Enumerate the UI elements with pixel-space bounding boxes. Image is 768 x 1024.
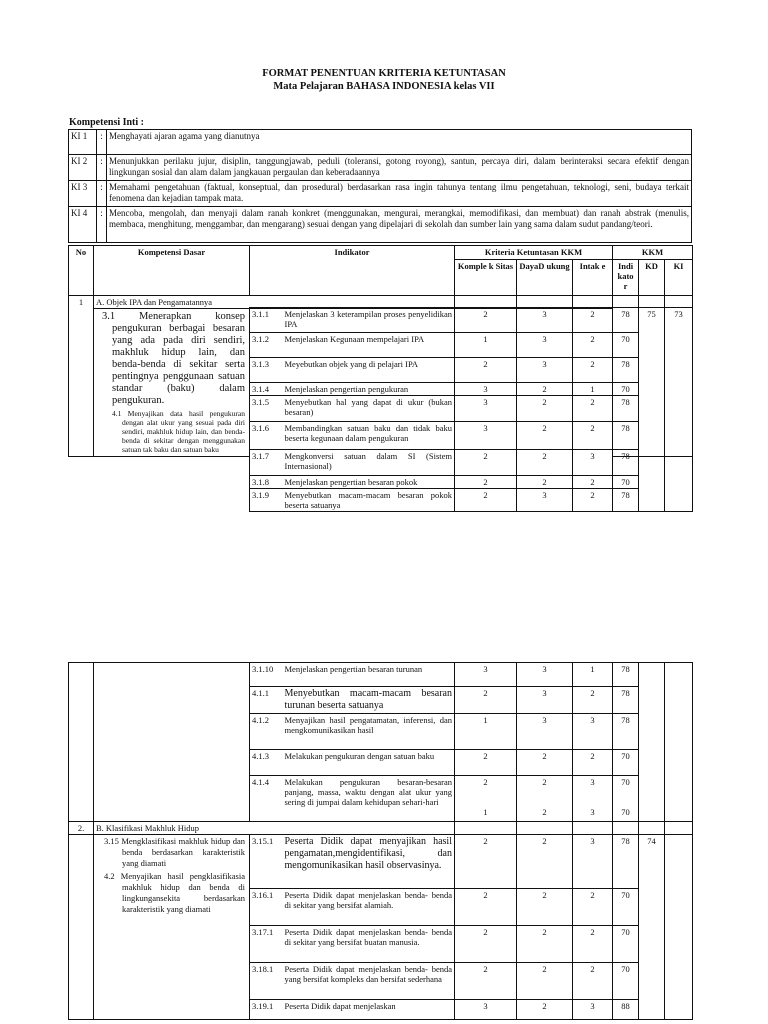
- table-row: [250, 422, 693, 450]
- indikator-kkm-value: 78: [613, 422, 639, 450]
- intake-value: 3: [573, 714, 613, 750]
- indikator-text: Peserta Didik dapat menjelaskan benda- benda yang bersifat kompleks dan bersifat sederhana: [283, 963, 455, 1000]
- daya-dukung-value: 3: [517, 333, 573, 358]
- indikator-text: Menyebutkan macam-macam besaran pokok beserta satuanya: [283, 489, 455, 512]
- intake-value: 3: [590, 777, 595, 787]
- indikator-code: 3.1.10: [250, 663, 283, 687]
- intake-value: 1: [573, 383, 613, 396]
- indikator-kkm-value: 70: [613, 476, 639, 489]
- kompleksitas-value: 1: [455, 714, 517, 750]
- intake-value: 2: [573, 687, 613, 714]
- indikator-table: [249, 307, 693, 512]
- ki-text: Mencoba, mengolah, dan menyaji dalam ranah konkret (menggunakan, mengurai, merangkai, memodifikasi, dan membuat) dan ranah abstrak (menulis, membaca, menghitung, menggambar, dan mengarang) sesuai dengan yang dipelajari di sekolah dan sumber lain yang sama dalam sudut pandang/teori.: [107, 207, 692, 243]
- daya-dukung-value: 3: [517, 687, 573, 714]
- kkm-table-page2: [68, 662, 693, 1020]
- empty-cell: [573, 822, 613, 835]
- kompleksitas-value: 2: [455, 926, 517, 963]
- indikator-kkm-value: 78: [613, 396, 639, 422]
- intake-value: 2: [573, 333, 613, 358]
- ki-row: [69, 155, 692, 181]
- indikator-code: 3.19.1: [250, 1000, 283, 1020]
- intake-value: 1: [573, 663, 613, 687]
- indikator-code: 4.1.4: [250, 776, 283, 822]
- kd-kkm-cell: [639, 663, 665, 822]
- ki-row: [69, 181, 692, 207]
- indikator-kkm-value: 70: [613, 333, 639, 358]
- kd-cell: [94, 835, 250, 1020]
- daya-dukung-value: 3: [517, 663, 573, 687]
- indikator-kkm-value: [613, 776, 639, 822]
- kd-text: 4.1 Menyajikan data hasil pengukuran dengan alat ukur yang sesuai pada diri sendiri, makhluk hidup lain, dan benda-benda di sekitar dengan menggunakan satuan tak baku dan satuan baku: [112, 409, 245, 454]
- indikator-text: Menyebutkan hal yang dapat di ukur (bukan besaran): [283, 396, 455, 422]
- kompleksitas-value: 3: [455, 422, 517, 450]
- ki-row: [69, 207, 692, 243]
- ki-separator: :: [97, 130, 107, 155]
- daya-dukung-value: 2: [517, 396, 573, 422]
- ki-kkm-cell: [665, 663, 693, 822]
- empty-cell: [613, 822, 639, 835]
- daya-dukung-value-2: 2: [542, 807, 547, 817]
- indikator-kkm-value: 78: [613, 450, 639, 476]
- indikator-code: 3.1.8: [250, 476, 283, 489]
- header-ki-short: KI: [665, 260, 693, 296]
- indikator-code: 3.15.1: [250, 835, 283, 889]
- indikator-kkm-value: 70: [613, 926, 639, 963]
- indikator-kkm-value: 78: [613, 358, 639, 383]
- indikator-code: 3.1.7: [250, 450, 283, 476]
- indikator-code: 3.1.3: [250, 358, 283, 383]
- daya-dukung-value: 2: [517, 1000, 573, 1020]
- kompleksitas-value: 3: [455, 663, 517, 687]
- ki-label: KI 2: [69, 155, 97, 181]
- indikator-kkm-value: 70: [613, 963, 639, 1000]
- indikator-code: 3.1.5: [250, 396, 283, 422]
- ki-row: [69, 130, 692, 155]
- header-kkm: KKM: [613, 246, 693, 260]
- indikator-text: Menyebutkan macam-macam besaran turunan beserta satuanya: [283, 687, 455, 714]
- kd-kkm-value: 74: [639, 835, 665, 1020]
- daya-dukung-value: 2: [517, 926, 573, 963]
- kd-kkm-value: 75: [639, 308, 665, 512]
- header-daya-dukung: DayaD ukung: [517, 260, 573, 296]
- ki-heading: Kompetensi Inti :: [69, 117, 144, 128]
- table-row: [250, 333, 693, 358]
- kompleksitas-value: 2: [455, 358, 517, 383]
- daya-dukung-value: 3: [517, 308, 573, 333]
- table-row: [250, 476, 693, 489]
- daya-dukung-value: 3: [517, 358, 573, 383]
- indikator-text: Peserta Didik dapat menyajikan hasil pengamatan,mengidentifikasi, dan mengomunikasikan hasil observasinya.: [283, 835, 455, 889]
- daya-dukung-value: 3: [517, 489, 573, 512]
- ki-separator: :: [97, 207, 107, 243]
- header-kompleksitas: Komple k Sitas: [455, 260, 517, 296]
- daya-dukung-value: 2: [517, 476, 573, 489]
- ki-label: KI 4: [69, 207, 97, 243]
- indikator-code: 3.1.6: [250, 422, 283, 450]
- intake-value: 2: [573, 358, 613, 383]
- ki-label: KI 1: [69, 130, 97, 155]
- table-row: [250, 358, 693, 383]
- section-title: A. Objek IPA dan Pengamatannya: [94, 296, 455, 309]
- ki-separator: :: [97, 181, 107, 207]
- table-row: [250, 396, 693, 422]
- intake-value-2: 3: [590, 807, 595, 817]
- table-row: [250, 450, 693, 476]
- indikator-code: 4.1.3: [250, 750, 283, 776]
- indikator-text: Menyajikan hasil pengatamatan, inferensi, dan mengkomunikasikan hasil: [283, 714, 455, 750]
- intake-value: 2: [573, 422, 613, 450]
- daya-dukung-value: 3: [517, 714, 573, 750]
- kompleksitas-value: 2: [483, 777, 488, 787]
- indikator-text: Mengkonversi satuan dalam SI (Sistem Internasional): [283, 450, 455, 476]
- header-kriteria: Kriteria Ketuntasan KKM: [455, 246, 613, 260]
- indikator-kkm-value: 70: [613, 383, 639, 396]
- kompleksitas-value: 2: [455, 450, 517, 476]
- intake-value: 3: [573, 450, 613, 476]
- intake-value: 3: [573, 1000, 613, 1020]
- indikator-text: Melakukan pengukuran besaran-besaran panjang, massa, waktu dengan alat ukur yang sering di jumpai dalam kehidupan sehari-hari: [283, 776, 455, 822]
- kd-text: 3.1 Menerapkan konsep pengukuran berbagai besaran yang ada pada diri sendiri, makhluk hidup lain, dan benda-benda di sekitar serta pentingnya penggunaan satuan standar (baku) dalam pengukuran.: [102, 311, 245, 406]
- table-row: [250, 308, 693, 333]
- intake-value: 2: [573, 476, 613, 489]
- indikator-text: Menjelaskan 3 keterampilan proses penyelidikan IPA: [283, 308, 455, 333]
- header-indikator: Indikator: [250, 246, 455, 296]
- kompleksitas-value: 3: [455, 396, 517, 422]
- section-number: 2.: [69, 822, 94, 835]
- indikator-code: 3.18.1: [250, 963, 283, 1000]
- daya-dukung-value: 2: [517, 835, 573, 889]
- ki-text: Menunjukkan perilaku jujur, disiplin, tanggungjawab, peduli (toleransi, gotong royong), santun, percaya diri, dalam berinteraksi secara efektif dengan lingkungan sosial dan alam dalam jangkauan pergaulan dan keberadaannya: [107, 155, 692, 181]
- document-title: FORMAT PENENTUAN KRITERIA KETUNTASAN: [262, 68, 506, 79]
- daya-dukung-value: 2: [517, 450, 573, 476]
- kompetensi-inti-table: [68, 129, 692, 243]
- header-kd-short: KD: [639, 260, 665, 296]
- daya-dukung-value: 2: [542, 777, 547, 787]
- kompleksitas-value: [455, 776, 517, 822]
- intake-value: 2: [573, 750, 613, 776]
- indikator-kkm-value: 78: [613, 308, 639, 333]
- section-number: 1: [69, 296, 94, 457]
- indikator-text: Peserta Didik dapat menjelaskan: [283, 1000, 455, 1020]
- indikator-code: 3.1.2: [250, 333, 283, 358]
- empty-kd-cell: [94, 663, 250, 822]
- header-indikator-short: Indi kato r: [613, 260, 639, 296]
- kompleksitas-value: 2: [455, 687, 517, 714]
- document-subtitle: Mata Pelajaran BAHASA INDONESIA kelas VII: [273, 81, 495, 92]
- intake-value: 2: [573, 926, 613, 963]
- kompleksitas-value: 2: [455, 308, 517, 333]
- indikator-kkm-value: 78: [613, 714, 639, 750]
- indikator-kkm-value: 70: [621, 777, 630, 787]
- header-intake: Intak e: [573, 260, 613, 296]
- header-kompetensi-dasar: Kompetensi Dasar: [94, 246, 250, 296]
- daya-dukung-value: 2: [517, 750, 573, 776]
- kompleksitas-value: 2: [455, 963, 517, 1000]
- indikator-code: 3.16.1: [250, 889, 283, 926]
- kompleksitas-value: 2: [455, 889, 517, 926]
- indikator-kkm-value: 78: [613, 663, 639, 687]
- kompleksitas-value: 2: [455, 835, 517, 889]
- daya-dukung-value: 2: [517, 383, 573, 396]
- empty-cell: [639, 822, 665, 835]
- intake-value: 2: [573, 489, 613, 512]
- indikator-code: 4.1.1: [250, 687, 283, 714]
- indikator-kkm-value: 70: [613, 889, 639, 926]
- kd-text: 4.2 Menyajikan hasil pengklasifikasia makhluk hidup dan benda di lingkungansekita berdasarkan karakteristik yang diamati: [104, 871, 245, 914]
- kompleksitas-value: 2: [455, 750, 517, 776]
- kd-text: 3.15 Mengklasifikasi makhluk hidup dan benda berdasarkan karakteristik yang diamati: [104, 836, 245, 868]
- indikator-code: 3.1.1: [250, 308, 283, 333]
- kompleksitas-value: 2: [455, 489, 517, 512]
- ki-text: Menghayati ajaran agama yang dianutnya: [107, 130, 692, 155]
- indikator-kkm-value: 78: [613, 835, 639, 889]
- empty-no-cell: [69, 663, 94, 822]
- header-no: No: [69, 246, 94, 296]
- intake-value: 2: [573, 889, 613, 926]
- ki-kkm-cell: [665, 835, 693, 1020]
- indikator-text: Peserta Didik dapat menjelaskan benda- benda di sekitar yang bersifat alamiah.: [283, 889, 455, 926]
- table-row: [69, 663, 693, 687]
- indikator-code: 3.1.4: [250, 383, 283, 396]
- indikator-text: Menjelaskan pengertian besaran pokok: [283, 476, 455, 489]
- empty-cell: [455, 822, 517, 835]
- indikator-code: 3.17.1: [250, 926, 283, 963]
- daya-dukung-value: 2: [517, 422, 573, 450]
- indikator-kkm-value: 70: [613, 750, 639, 776]
- indikator-text: Menjelaskan Kegunaan mempelajari IPA: [283, 333, 455, 358]
- daya-dukung-value: 2: [517, 963, 573, 1000]
- indikator-kkm-value: 88: [613, 1000, 639, 1020]
- indikator-kkm-value-2: 70: [621, 807, 630, 817]
- intake-value: 2: [573, 396, 613, 422]
- empty-no-cell: [69, 835, 94, 1020]
- daya-dukung-value: 2: [517, 889, 573, 926]
- table-row: [250, 383, 693, 396]
- indikator-text: Menjelaskan pengertian pengukuran: [283, 383, 455, 396]
- empty-cell: [517, 822, 573, 835]
- intake-value: 2: [573, 963, 613, 1000]
- empty-cell: [665, 822, 693, 835]
- indikator-code: 3.1.9: [250, 489, 283, 512]
- indikator-text: Peserta Didik dapat menjelaskan benda- benda di sekitar yang bersifat buatan manusia.: [283, 926, 455, 963]
- indikator-code: 4.1.2: [250, 714, 283, 750]
- daya-dukung-value: [517, 776, 573, 822]
- indikator-text: Melakukan pengukuran dengan satuan baku: [283, 750, 455, 776]
- indikator-kkm-value: 78: [613, 489, 639, 512]
- indikator-text: Menjelaskan pengertian besaran turunan: [283, 663, 455, 687]
- table-row: [69, 835, 693, 889]
- kompleksitas-value: 1: [455, 333, 517, 358]
- ki-text: Memahami pengetahuan (faktual, konseptual, dan prosedural) berdasarkan rasa ingin tahunya tentang ilmu pengetahuan, teknologi, seni, budaya terkait fenomena dan kejadian tampak mata.: [107, 181, 692, 207]
- kompleksitas-value: 3: [455, 1000, 517, 1020]
- indikator-text: Meyebutkan objek yang di pelajari IPA: [283, 358, 455, 383]
- table-row: [250, 489, 693, 512]
- section-row: [69, 822, 693, 835]
- ki-kkm-value: 73: [665, 308, 693, 512]
- indikator-kkm-value: 78: [613, 687, 639, 714]
- intake-value: [573, 776, 613, 822]
- kompleksitas-value: 3: [455, 383, 517, 396]
- indikator-text: Membandingkan satuan baku dan tidak baku beserta kegunaan dalam pengukuran: [283, 422, 455, 450]
- intake-value: 3: [573, 835, 613, 889]
- section-title: B. Klasifikasi Makhluk Hidup: [94, 822, 455, 835]
- kompleksitas-value-2: 1: [483, 807, 488, 817]
- intake-value: 2: [573, 308, 613, 333]
- kompleksitas-value: 2: [455, 476, 517, 489]
- ki-label: KI 3: [69, 181, 97, 207]
- ki-separator: :: [97, 155, 107, 181]
